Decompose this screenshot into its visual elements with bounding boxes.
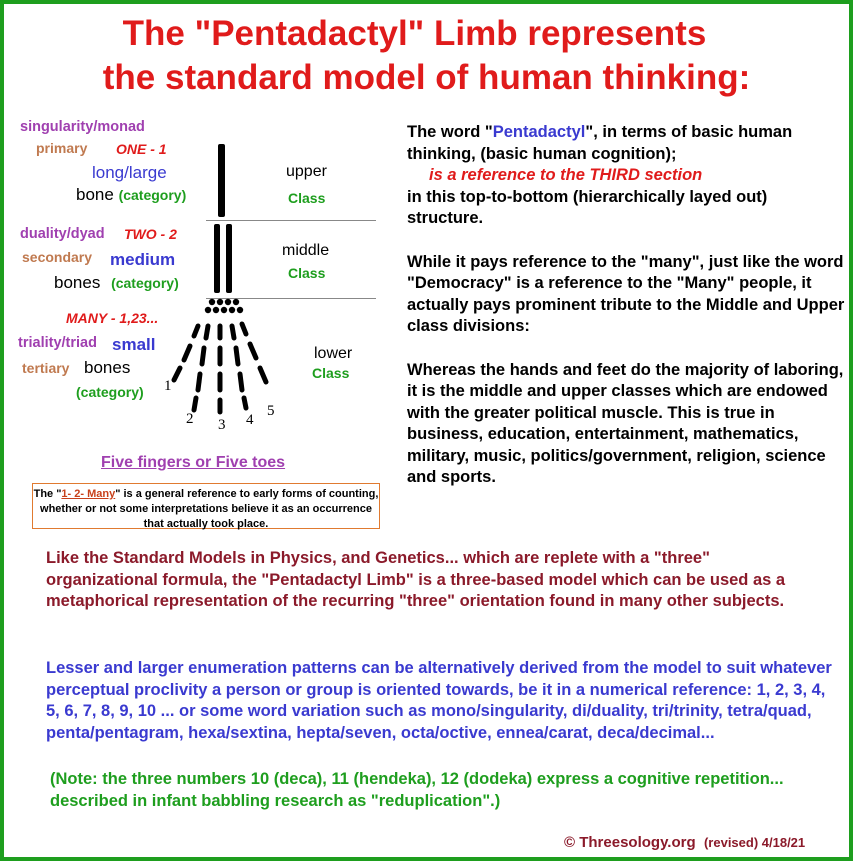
finger-1-bone [174,368,180,380]
finger-1-bone [194,326,198,336]
middle-noun-text: bones [54,273,101,292]
digit-4: 4 [246,412,254,428]
middle-term: duality/dyad [20,226,105,242]
finger-4-bone [232,326,234,338]
lower-rank: tertiary [22,360,70,376]
upper-class: Class [288,190,326,206]
carpal-dot [233,299,239,305]
middle-bone-1 [214,224,220,293]
five-fingers-label: Five fingers or Five toes [101,454,286,471]
upper-bone [218,144,225,217]
note-underlined: 1- 2- Many [61,488,116,500]
page-title [4,12,849,100]
middle-class: Class [288,265,326,281]
middle-size: medium [110,250,176,269]
carpal-dot [209,299,215,305]
footer-site: © Threesology.org [564,834,696,851]
carpal-dot [213,307,219,313]
carpal-dot [217,299,223,305]
middle-category: (category) [111,275,179,291]
lower-count: MANY - 1,23... [66,310,159,326]
p1-a: The word " [407,123,493,141]
carpal-dot [221,307,227,313]
upper-rank: primary [36,140,88,156]
footer [564,834,805,851]
carpal-dot [229,307,235,313]
upper-level: upper [286,163,327,180]
upper-size: long/large [92,163,167,182]
carpal-dots [205,299,243,313]
finger-2-bone [206,326,208,338]
finger-2-bone [198,374,200,390]
lower-class: Class [312,365,350,381]
upper-category: (category) [118,187,187,203]
carpal-dot [225,299,231,305]
carpal-dot [237,307,243,313]
finger-4-bone [236,348,238,364]
middle-rank: secondary [22,249,93,265]
finger-2-bone [194,398,196,410]
right-paragraph-1 [407,122,847,230]
digit-3: 3 [218,417,226,433]
counting-note-box [32,483,380,529]
lower-term: triality/triad [18,335,97,351]
right-text-block [407,122,847,511]
finger-2-bone [202,348,204,364]
upper-noun-text: bone [76,185,114,204]
finger-5-bone [250,344,256,358]
p1-c: in this top-to-bottom (hierarchically layed out) structure. [407,187,768,227]
right-paragraph-2: While it pays reference to the "many", just like the word "Democracy" is a reference to the "Many" people, it actually pays prominent tribute to the Middle and Upper class divisions: [407,252,845,335]
finger-4-bone [244,398,246,408]
upper-divider [206,220,376,221]
bottom-paragraph-1: Like the Standard Models in Physics, and Genetics... which are replete with a "three" organizational formula, the "Pentadactyl Limb" is a three-based model which can be used as a metaphorical representation of the recurring "three" orientation found in many other subjects. [46,549,786,610]
bottom-paragraph-3: (Note: the three numbers 10 (deca), 11 (hendeka), 12 (dodeka) express a cognitive repetition... described in infant babbling research as "reduplication".) [50,770,784,810]
p1-b: ", in terms of basic human thinking, (basic human cognition); [407,123,793,163]
lower-category: (category) [76,384,144,400]
bottom-paragraph-2: Lesser and larger enumeration patterns can be alternatively derived from the model to suit whatever perceptual proclivity a person or group is oriented towards, be it in a numerical reference: 1, 2, 3, 4, 5, 6, 7, 8, 9, 10 ... or some word variation such as mono/singularity, di/duality, tri/trinity, tetra/quad, penta/pentagram, hexa/sextina, hepta/seven, octa/octive, ennea/carat, deca/decimal... [46,659,832,742]
finger-4-bone [240,374,242,390]
middle-noun [54,273,179,293]
right-paragraph-3: Whereas the hands and feet do the majority of laboring, it is the middle and upper classes which are endowed with the greater political muscle. This is true in business, education, entertainment, mathematics, military, music, politics/government, religion, science and sports. [407,360,844,486]
upper-term: singularity/monad [20,119,145,135]
middle-count: TWO - 2 [124,226,177,242]
upper-count: ONE - 1 [116,141,167,157]
footer-revised: (revised) 4/18/21 [703,835,806,850]
finger-1-bone [184,346,190,360]
middle-bone-2 [226,224,232,293]
finger-5-bone [242,324,246,334]
lower-size: small [112,335,156,354]
digit-5: 5 [267,403,275,419]
note-prefix: The " [33,488,62,500]
middle-level: middle [282,242,330,259]
lower-level: lower [314,345,353,362]
lower-noun: bones [84,358,131,377]
digit-1: 1 [164,378,172,394]
upper-noun [76,185,186,205]
p1-red: is a reference to the THIRD section [429,166,703,184]
carpal-dot [205,307,211,313]
digit-2: 2 [186,411,194,427]
note-rest: " is a general reference to early forms of counting, whether or not some interpretations believe it as an occurrence that actually took place. [40,488,379,530]
title-line-2: the standard model of human thinking: [102,58,751,97]
p1-word: Pentadactyl [492,123,586,141]
title-line-1: The "Pentadactyl" Limb represents [122,14,707,53]
finger-5-bone [260,368,266,382]
